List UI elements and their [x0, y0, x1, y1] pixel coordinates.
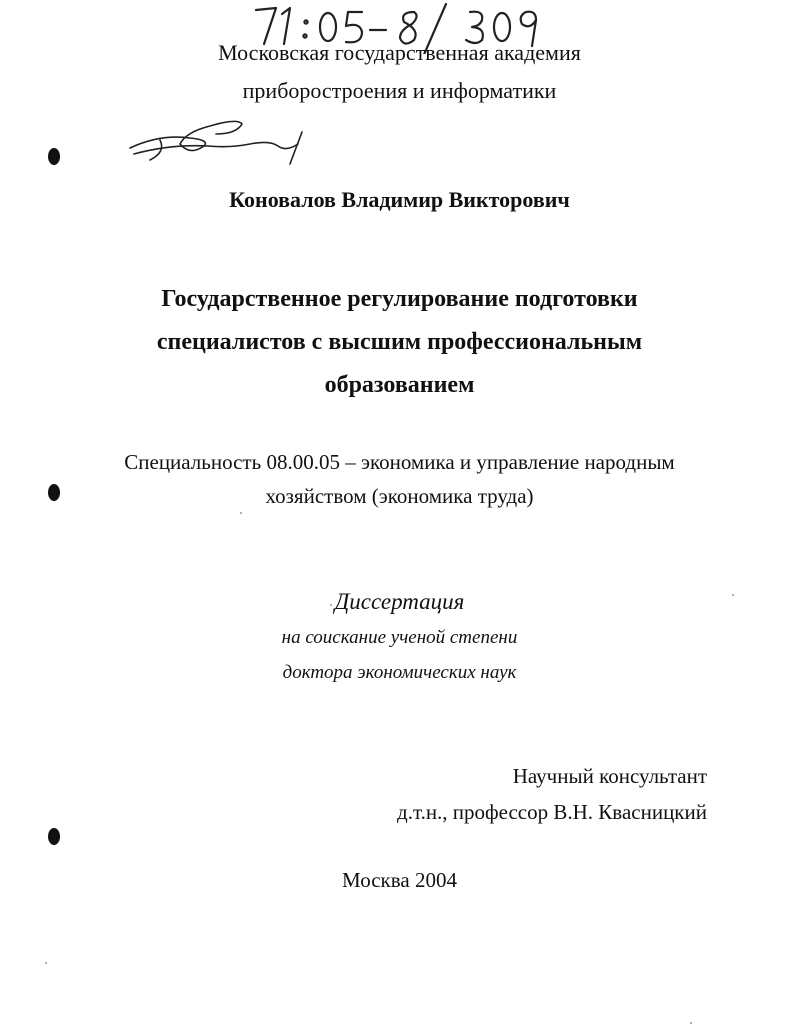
scan-speck [690, 1022, 692, 1024]
dissertation-label: Диссертация [334, 589, 465, 614]
binding-hole [48, 148, 60, 165]
advisor-name: д.т.н., профессор В.Н. Квасницкий [397, 800, 707, 824]
signature [120, 104, 320, 174]
specialty-line-2: хозяйством (экономика труда) [265, 484, 534, 508]
title-line-1: Государственное регулирование подготовки [161, 286, 638, 312]
title-line-3: образованием [324, 372, 475, 398]
title-line-2: специалистов с высшим профессиональным [156, 329, 643, 355]
city-year: Москва 2004 [342, 868, 457, 892]
scan-speck [240, 512, 242, 514]
institution-line-2: приборостроения и информатики [242, 78, 557, 103]
scan-speck [45, 962, 47, 964]
scan-speck [732, 594, 734, 596]
dissertation-line-2: доктора экономических наук [282, 662, 517, 683]
scan-speck [330, 604, 332, 606]
dissertation-line-1: на соискание ученой степени [281, 627, 518, 648]
binding-hole [48, 828, 60, 845]
advisor-label: Научный консультант [512, 764, 707, 788]
institution-line-1: Московская государственная академия [218, 40, 581, 65]
specialty-line-1: Специальность 08.00.05 – экономика и управление народным [124, 450, 675, 474]
author-name: Коновалов Владимир Викторович [229, 187, 570, 212]
